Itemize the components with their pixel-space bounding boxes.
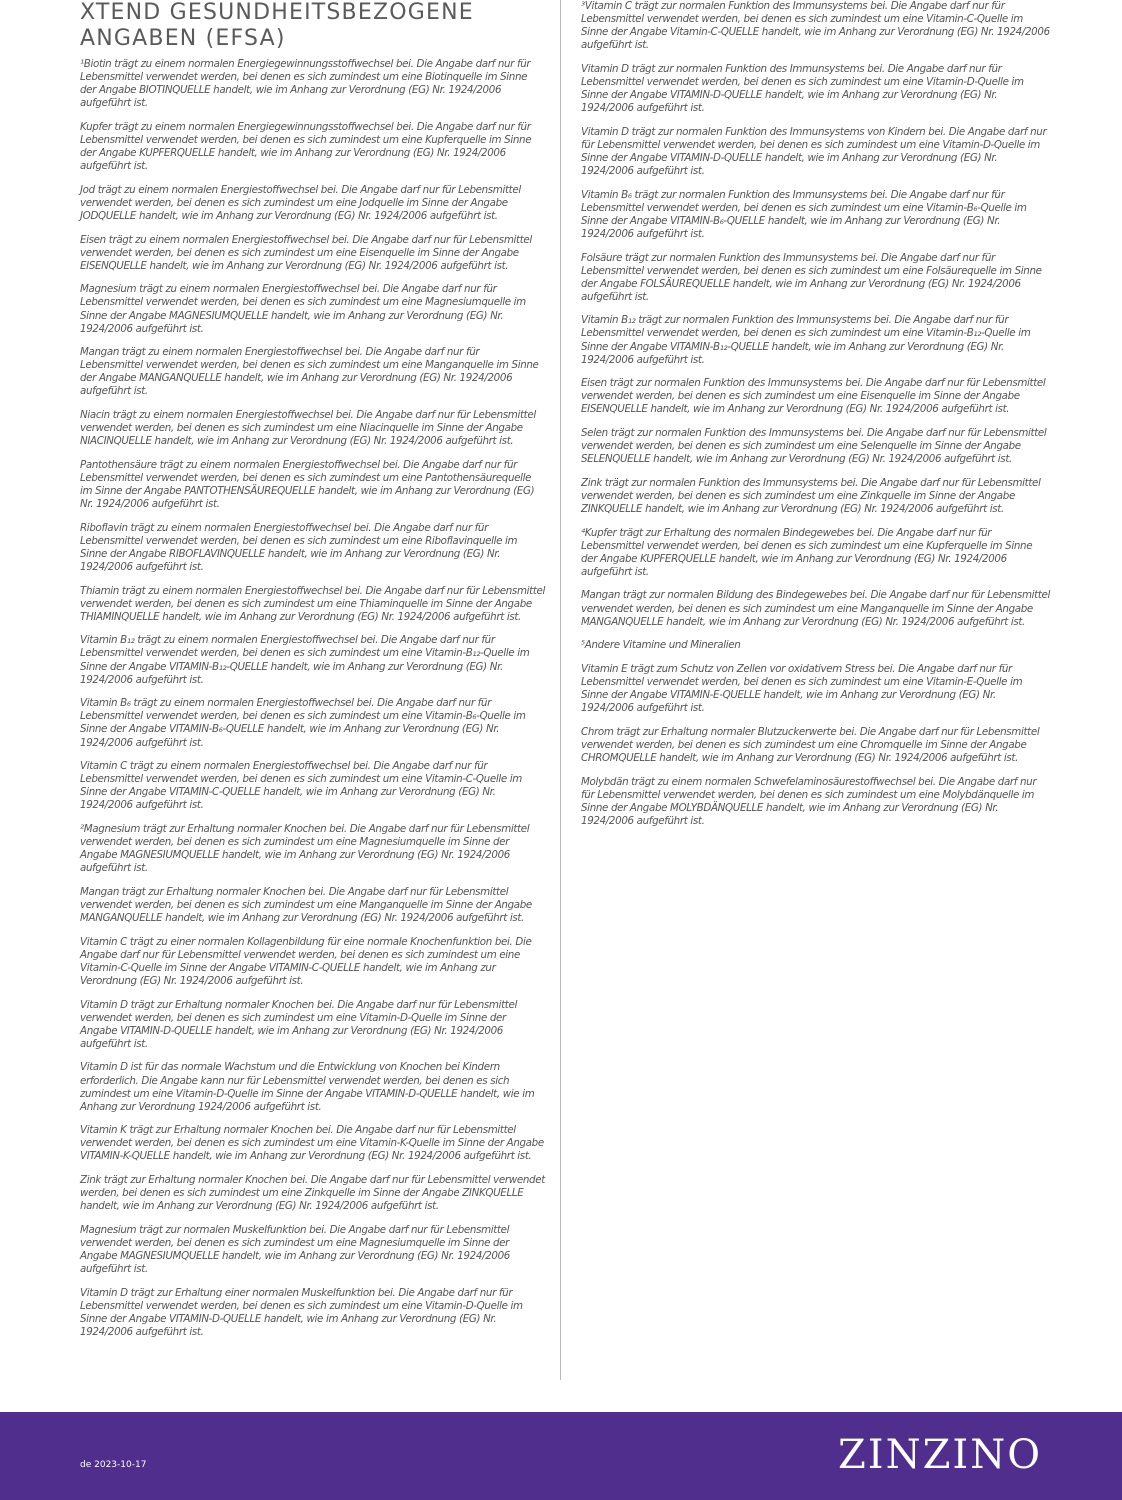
left-column <box>80 58 545 1350</box>
section-note: ⁵Andere Vitamine und Mineralien <box>581 639 741 652</box>
claim-paragraph: Magnesium trägt zur normalen Muskelfunktion bei. Die Angabe darf nur für Lebensmittel verwendet werden, bei denen es sich zumindest um eine Magnesiumquelle im Sinne der Angabe MAGNESIUMQUELLE handelt, wie im Anhang zur Verordnung (EG) Nr. 1924/2006 aufgeführt ist. <box>80 1223 511 1276</box>
claim-paragraph: ³Vitamin C trägt zur normalen Funktion des Immunsystems bei. Die Angabe darf nur für Lebensmittel verwendet werden, bei denen es sich zumindest um eine Vitamin-C-Quelle im Sinne der Angabe Vitamin-C-QUELLE handelt, wie im Anhang zur Verordnung (EG) Nr. 1924/2006 aufgeführt ist. <box>581 0 1050 52</box>
claim-paragraph: Vitamin E trägt zum Schutz von Zellen vor oxidativem Stress bei. Die Angabe darf nur für Lebensmittel verwendet werden, bei denen es sich zumindest um eine Vitamin-E-Quelle im Sinne der Angabe VITAMIN-E-QUELLE handelt, wie im Anhang zur Verordnung (EG) Nr. 1924/2006 aufgeführt ist. <box>581 662 1023 715</box>
claim-paragraph: Vitamin D ist für das normale Wachstum und die Entwicklung von Knochen bei Kindern erforderlich. Die Angabe kann nur für Lebensmittel verwendet werden, bei denen es sich zumindest um eine Vitamin-D-Quelle im Sinne der Angabe VITAMIN-D-QUELLE handelt, wie im Anhang zur Verordnung 1924/2006 aufgeführt ist. <box>80 1061 535 1113</box>
page-title: XTEND GESUNDHEITSBEZOGENE ANGABEN (EFSA) <box>80 0 474 51</box>
document-date: de 2023-10-17 <box>80 1460 147 1470</box>
claim-paragraph: Vitamin B₆ trägt zu einem normalen Energiestoffwechsel bei. Die Angabe darf nur für Lebensmittel verwendet werden, bei denen es sich zumindest um eine Vitamin-B₆-Quelle im Sinne der Angabe VITAMIN-B₆-QUELLE handelt, wie im Anhang zur Verordnung (EG) Nr. 1924/2006 aufgeführt ist. <box>80 697 526 749</box>
right-column <box>581 0 1051 838</box>
claim-paragraph: Vitamin B₆ trägt zur normalen Funktion des Immunsystems bei. Die Angabe darf nur für Lebensmittel verwendet werden, bei denen es sich zumindest um eine Vitamin-B₆-Quelle im Sinne der Angabe VITAMIN-B₆-QUELLE handelt, wie im Anhang zur Verordnung (EG) Nr. 1924/2006 aufgeführt ist. <box>581 188 1027 240</box>
claim-paragraph: Vitamin D trägt zur Erhaltung einer normalen Muskelfunktion bei. Die Angabe darf nur für Lebensmittel verwendet werden, bei denen es sich zumindest um eine Vitamin-D-Quelle im Sinne der Angabe VITAMIN-D-QUELLE handelt, wie im Anhang zur Verordnung (EG) Nr. 1924/2006 aufgeführt ist. <box>80 1286 523 1338</box>
claim-paragraph: ²Magnesium trägt zur Erhaltung normaler Knochen bei. Die Angabe darf nur für Lebensmittel verwendet werden, bei denen es sich zumindest um eine Magnesiumquelle im Sinne der Angabe MAGNESIUMQUELLE handelt, wie im Anhang zur Verordnung (EG) Nr. 1924/2006 aufgeführt ist. <box>80 823 530 875</box>
brand-logo: ZINZINO <box>838 1432 1042 1478</box>
claim-paragraph: Magnesium trägt zu einem normalen Energiestoffwechsel bei. Die Angabe darf nur für Lebensmittel verwendet werden, bei denen es sich zumindest um eine Magnesiumquelle im Sinne der Angabe MAGNESIUMQUELLE handelt, wie im Anhang zur Verordnung (EG) Nr. 1924/2006 aufgeführt ist. <box>80 283 526 335</box>
claim-paragraph: Vitamin D trägt zur normalen Funktion des Immunsystems bei. Die Angabe darf nur für Lebensmittel verwendet werden, bei denen es sich zumindest um eine Vitamin-D-Quelle im Sinne der Angabe VITAMIN-D-QUELLE handelt, wie im Anhang zur Verordnung (EG) Nr. 1924/2006 aufgeführt ist. <box>581 62 1024 115</box>
claim-paragraph: ⁴Kupfer trägt zur Erhaltung des normalen Bindegewebes bei. Die Angabe darf nur für Lebensmittel verwendet werden, bei denen es sich zumindest um eine Kupferquelle im Sinne der Angabe KUPFERQUELLE handelt, wie im Anhang zur Verordnung (EG) Nr. 1924/2006 aufgeführt ist. <box>581 526 1033 578</box>
claim-paragraph: Folsäure trägt zur normalen Funktion des Immunsystems bei. Die Angabe darf nur für Lebensmittel verwendet werden, bei denen es sich zumindest um eine Folsäurequelle im Sinne der Angabe FOLSÄUREQUELLE handelt, wie im Anhang zur Verordnung (EG) Nr. 1924/2006 aufgeführt ist. <box>581 251 1042 303</box>
claim-paragraph: Mangan trägt zur Erhaltung normaler Knochen bei. Die Angabe darf nur für Lebensmittel verwendet werden, bei denen es sich zumindest um eine Manganquelle im Sinne der Angabe MANGANQUELLE handelt, wie im Anhang zur Verordnung (EG) Nr. 1924/2006 aufgeführt ist. <box>80 885 532 925</box>
claim-paragraph: Pantothensäure trägt zu einem normalen Energiestoffwechsel bei. Die Angabe darf nur für Lebensmittel verwendet werden, bei denen es sich zumindest um eine Pantothensäurequelle im Sinne der Angabe PANTOTHENSÄUREQUELLE handelt, wie im Anhang zur Verordnung (EG) Nr. 1924/2006 aufgeführt ist. <box>80 458 535 511</box>
claim-paragraph: Kupfer trägt zu einem normalen Energiegewinnungsstoffwechsel bei. Die Angabe darf nur für Lebensmittel verwendet werden, bei denen es sich zumindest um eine Kupferquelle im Sinne der Angabe KUPFERQUELLE handelt, wie im Anhang zur Verordnung (EG) Nr. 1924/2006 aufgeführt ist. <box>80 120 532 173</box>
claim-paragraph: ¹Biotin trägt zu einem normalen Energiegewinnungsstoffwechsel bei. Die Angabe darf nur für Lebensmittel verwendet werden, bei denen es sich zumindest um eine Biotinquelle im Sinne der Angabe BIOTINQUELLE handelt, wie im Anhang zur Verordnung (EG) Nr. 1924/2006 aufgeführt ist. <box>80 58 531 110</box>
claim-paragraph: Zink trägt zur Erhaltung normaler Knochen bei. Die Angabe darf nur für Lebensmittel verwendet werden, bei denen es sich zumindest um eine Zinkquelle im Sinne der Angabe ZINKQUELLE handelt, wie im Anhang zur Verordnung (EG) Nr. 1924/2006 aufgeführt ist. <box>80 1174 545 1213</box>
claim-paragraph: Vitamin D trägt zur Erhaltung normaler Knochen bei. Die Angabe darf nur für Lebensmittel verwendet werden, bei denen es sich zumindest um eine Vitamin-D-Quelle im Sinne der Angabe VITAMIN-D-QUELLE handelt, wie im Anhang zur Verordnung (EG) Nr. 1924/2006 aufgeführt ist. <box>80 998 517 1050</box>
column-divider <box>560 0 561 1380</box>
claim-paragraph: Vitamin D trägt zur normalen Funktion des Immunsystems von Kindern bei. Die Angabe darf nur für Lebensmittel verwendet werden, bei denen es sich zumindest um eine Vitamin-D-Quelle im Sinne der Angabe VITAMIN-D-QUELLE handelt, wie im Anhang zur Verordnung (EG) Nr. 1924/2006 aufgeführt ist. <box>581 125 1047 178</box>
claim-paragraph: Selen trägt zur normalen Funktion des Immunsystems bei. Die Angabe darf nur für Lebensmittel verwendet werden, bei denen es sich zumindest um eine Selenquelle im Sinne der Angabe SELENQUELLE handelt, wie im Anhang zur Verordnung (EG) Nr. 1924/2006 aufgeführt ist. <box>581 427 1047 466</box>
claim-paragraph: Vitamin B₁₂ trägt zur normalen Funktion des Immunsystems bei. Die Angabe darf nur für Lebensmittel verwendet werden, bei denen es sich zumindest um eine Vitamin-B₁₂-Quelle im Sinne der Angabe VITAMIN-B₁₂-QUELLE handelt, wie im Anhang zur Verordnung (EG) Nr. 1924/2006 aufgeführt ist. <box>581 314 1031 366</box>
claim-paragraph: Mangan trägt zur normalen Bildung des Bindegewebes bei. Die Angabe darf nur für Lebensmittel verwendet werden, bei denen es sich zumindest um eine Manganquelle im Sinne der Angabe MANGANQUELLE handelt, wie im Anhang zur Verordnung (EG) Nr. 1924/2006 aufgeführt ist. <box>581 589 1050 628</box>
claim-paragraph: Vitamin C trägt zu einem normalen Energiestoffwechsel bei. Die Angabe darf nur für Lebensmittel verwendet werden, bei denen es sich zumindest um eine Vitamin-C-Quelle im Sinne der Angabe VITAMIN-C-QUELLE handelt, wie im Anhang zur Verordnung (EG) Nr. 1924/2006 aufgeführt ist. <box>80 760 522 812</box>
claim-paragraph: Vitamin B₁₂ trägt zu einem normalen Energiestoffwechsel bei. Die Angabe darf nur für Lebensmittel verwendet werden, bei denen es sich zumindest um eine Vitamin-B₁₂-Quelle im Sinne der Angabe VITAMIN-B₁₂-QUELLE handelt, wie im Anhang zur Verordnung (EG) Nr. 1924/2006 aufgeführt ist. <box>80 634 530 686</box>
claim-paragraph: Vitamin C trägt zu einer normalen Kollagenbildung für eine normale Knochenfunktion bei. Die Angabe darf nur für Lebensmittel verwendet werden, bei denen es sich zumindest um eine Vitamin-C-Quelle im Sinne der Angabe VITAMIN-C-QUELLE handelt, wie im Anhang zur Verordnung (EG) Nr. 1924/2006 aufgeführt ist. <box>80 935 532 987</box>
footer-bar <box>0 1412 1122 1500</box>
claim-paragraph: Niacin trägt zu einem normalen Energiestoffwechsel bei. Die Angabe darf nur für Lebensmittel verwendet werden, bei denen es sich zumindest um eine Niacinquelle im Sinne der Angabe NIACINQUELLE handelt, wie im Anhang zur Verordnung (EG) Nr. 1924/2006 aufgeführt ist. <box>80 409 536 448</box>
claim-paragraph: Chrom trägt zur Erhaltung normaler Blutzuckerwerte bei. Die Angabe darf nur für Lebensmittel verwendet werden, bei denen es sich zumindest um eine Chromquelle im Sinne der Angabe CHROMQUELLE handelt, wie im Anhang zur Verordnung (EG) Nr. 1924/2006 aufgeführt ist. <box>581 725 1040 764</box>
claim-paragraph: Zink trägt zur normalen Funktion des Immunsystems bei. Die Angabe darf nur für Lebensmittel verwendet werden, bei denen es sich zumindest um eine Zinkquelle im Sinne der Angabe ZINKQUELLE handelt, wie im Anhang zur Verordnung (EG) Nr. 1924/2006 aufgeführt ist. <box>581 476 1041 515</box>
claim-paragraph: Eisen trägt zu einem normalen Energiestoffwechsel bei. Die Angabe darf nur für Lebensmittel verwendet werden, bei denen es sich zumindest um eine Eisenquelle im Sinne der Angabe EISENQUELLE handelt, wie im Anhang zur Verordnung (EG) Nr. 1924/2006 aufgeführt ist. <box>80 233 532 272</box>
claim-paragraph: Thiamin trägt zu einem normalen Energiestoffwechsel bei. Die Angabe darf nur für Lebensmittel verwendet werden, bei denen es sich zumindest um eine Thiaminquelle im Sinne der Angabe THIAMINQUELLE handelt, wie im Anhang zur Verordnung (EG) Nr. 1924/2006 aufgeführt ist. <box>80 584 545 623</box>
claim-paragraph: Eisen trägt zur normalen Funktion des Immunsystems bei. Die Angabe darf nur für Lebensmittel verwendet werden, bei denen es sich zumindest um eine Eisenquelle im Sinne der Angabe EISENQUELLE handelt, wie im Anhang zur Verordnung (EG) Nr. 1924/2006 aufgeführt ist. <box>581 377 1046 416</box>
claim-paragraph: Riboflavin trägt zu einem normalen Energiestoffwechsel bei. Die Angabe darf nur für Lebensmittel verwendet werden, bei denen es sich zumindest um eine Riboflavinquelle im Sinne der Angabe RIBOFLAVINQUELLE handelt, wie im Anhang zur Verordnung (EG) Nr. 1924/2006 aufgeführt ist. <box>80 521 518 573</box>
claim-paragraph: Molybdän trägt zu einem normalen Schwefelaminosäurestoffwechsel bei. Die Angabe darf nur für Lebensmittel verwendet werden, bei denen es sich zumindest um eine Molybdänquelle im Sinne der Angabe MOLYBDÄNQUELLE handelt, wie im Anhang zur Verordnung (EG) Nr. 1924/2006 aufgeführt ist. <box>581 775 1037 827</box>
claim-paragraph: Vitamin K trägt zur Erhaltung normaler Knochen bei. Die Angabe darf nur für Lebensmittel verwendet werden, bei denen es sich zumindest um eine Vitamin-K-Quelle im Sinne der Angabe VITAMIN-K-QUELLE handelt, wie im Anhang zur Verordnung (EG) Nr. 1924/2006 aufgeführt ist. <box>80 1124 544 1163</box>
claim-paragraph: Mangan trägt zu einem normalen Energiestoffwechsel bei. Die Angabe darf nur für Lebensmittel verwendet werden, bei denen es sich zumindest um eine Manganquelle im Sinne der Angabe MANGANQUELLE handelt, wie im Anhang zur Verordnung (EG) Nr. 1924/2006 aufgeführt ist. <box>80 346 539 398</box>
claim-paragraph: Jod trägt zu einem normalen Energiestoffwechsel bei. Die Angabe darf nur für Lebensmittel verwendet werden, bei denen es sich zumindest um eine Jodquelle im Sinne der Angabe JODQUELLE handelt, wie im Anhang zur Verordnung (EG) Nr. 1924/2006 aufgeführt ist. <box>80 183 521 222</box>
